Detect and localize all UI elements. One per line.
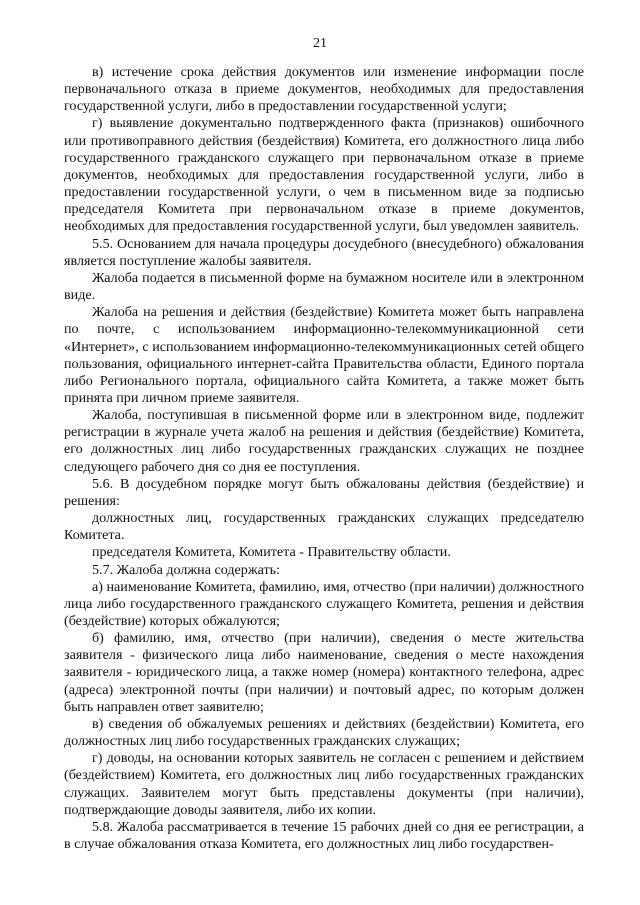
paragraph-5-6: 5.6. В досудебном порядке могут быть обжалованы действия (бездействие) и решения: — [64, 475, 584, 509]
paragraph-officials: должностных лиц, государственных гражданских служащих председателю Комитета. — [64, 510, 584, 544]
paragraph-clause-v: в) истечение срока действия документов или изменение информации после первоначального отказа в приеме документов, необходимых для предоставления государственной услуги, либо в предоставлении государственной услуги; — [64, 64, 584, 115]
paragraph-complaint-channels: Жалоба на решения и действия (бездействие) Комитета может быть направлена по почте, с использованием информационно-телекоммуникационной сети «Интернет», с использованием информационно-телекоммуникационных сетей общего пользования, официального интернет-сайта Правительства области, Единого портала либо Регионального портала, официального сайта Комитета, а также может быть принята при личном приеме заявителя. — [64, 304, 584, 406]
paragraph-clause-g: г) выявление документально подтвержденного факта (признаков) ошибочного или противоправного действия (бездействия) Комитета, его должностного лица либо государственного гражданского служащего при первоначальном отказе в приеме документов, необходимых для предоставления государственной услуги, либо в предоставлении государственной услуги, о чем в письменном виде за подписью председателя Комитета при первоначальном отказе в приеме документов, необходимых для предоставления государственной услуги, был уведомлен заявитель. — [64, 115, 584, 235]
paragraph-5-8: 5.8. Жалоба рассматривается в течение 15 рабочих дней со дня ее регистрации, а в случае обжалования отказа Комитета, его должностных лиц либо государствен- — [64, 818, 584, 853]
paragraph-item-v: в) сведения об обжалуемых решениях и действиях (бездействии) Комитета, его должностных лиц либо государственных гражданских служащих; — [64, 715, 584, 750]
paragraph-complaint-registration: Жалоба, поступившая в письменной форме или в электронном виде, подлежит регистрации в журнале учета жалоб на решения и действия (бездействие) Комитета, его должностных лиц либо государственных гражданских служащих не позднее следующего рабочего дня со дня ее поступления. — [64, 407, 584, 475]
paragraph-complaint-form: Жалоба подается в письменной форме на бумажном носителе или в электронном виде. — [64, 269, 584, 304]
paragraph-item-a: а) наименование Комитета, фамилию, имя, отчество (при наличии) должностного лица либо государственного гражданского служащего Комитета, решения и действия (бездействие) которых обжалуются; — [64, 578, 584, 629]
paragraph-chairman: председателя Комитета, Комитета - Правительству области. — [92, 544, 451, 561]
document-body — [64, 64, 584, 853]
page-number: 21 — [313, 36, 327, 51]
paragraph-5-5: 5.5. Основанием для начала процедуры досудебного (внесудебного) обжалования является поступление жалобы заявителя. — [64, 235, 584, 269]
paragraph-5-7: 5.7. Жалоба должна содержать: — [92, 561, 280, 578]
paragraph-item-b: б) фамилию, имя, отчество (при наличии), сведения о месте жительства заявителя - физического лица либо наименование, сведения о месте нахождения заявителя - юридического лица, а также номер (номера) контактного телефона, адрес (адреса) электронной почты (при наличии) и почтовый адрес, по которым должен быть направлен ответ заявителю; — [64, 630, 584, 715]
paragraph-item-g: г) доводы, на основании которых заявитель не согласен с решением и действием (бездействием) Комитета, его должностных лиц либо государственных гражданских служащих. Заявителем могут быть представлены документы (при наличии), подтверждающие доводы заявителя, либо их копии. — [64, 750, 584, 818]
